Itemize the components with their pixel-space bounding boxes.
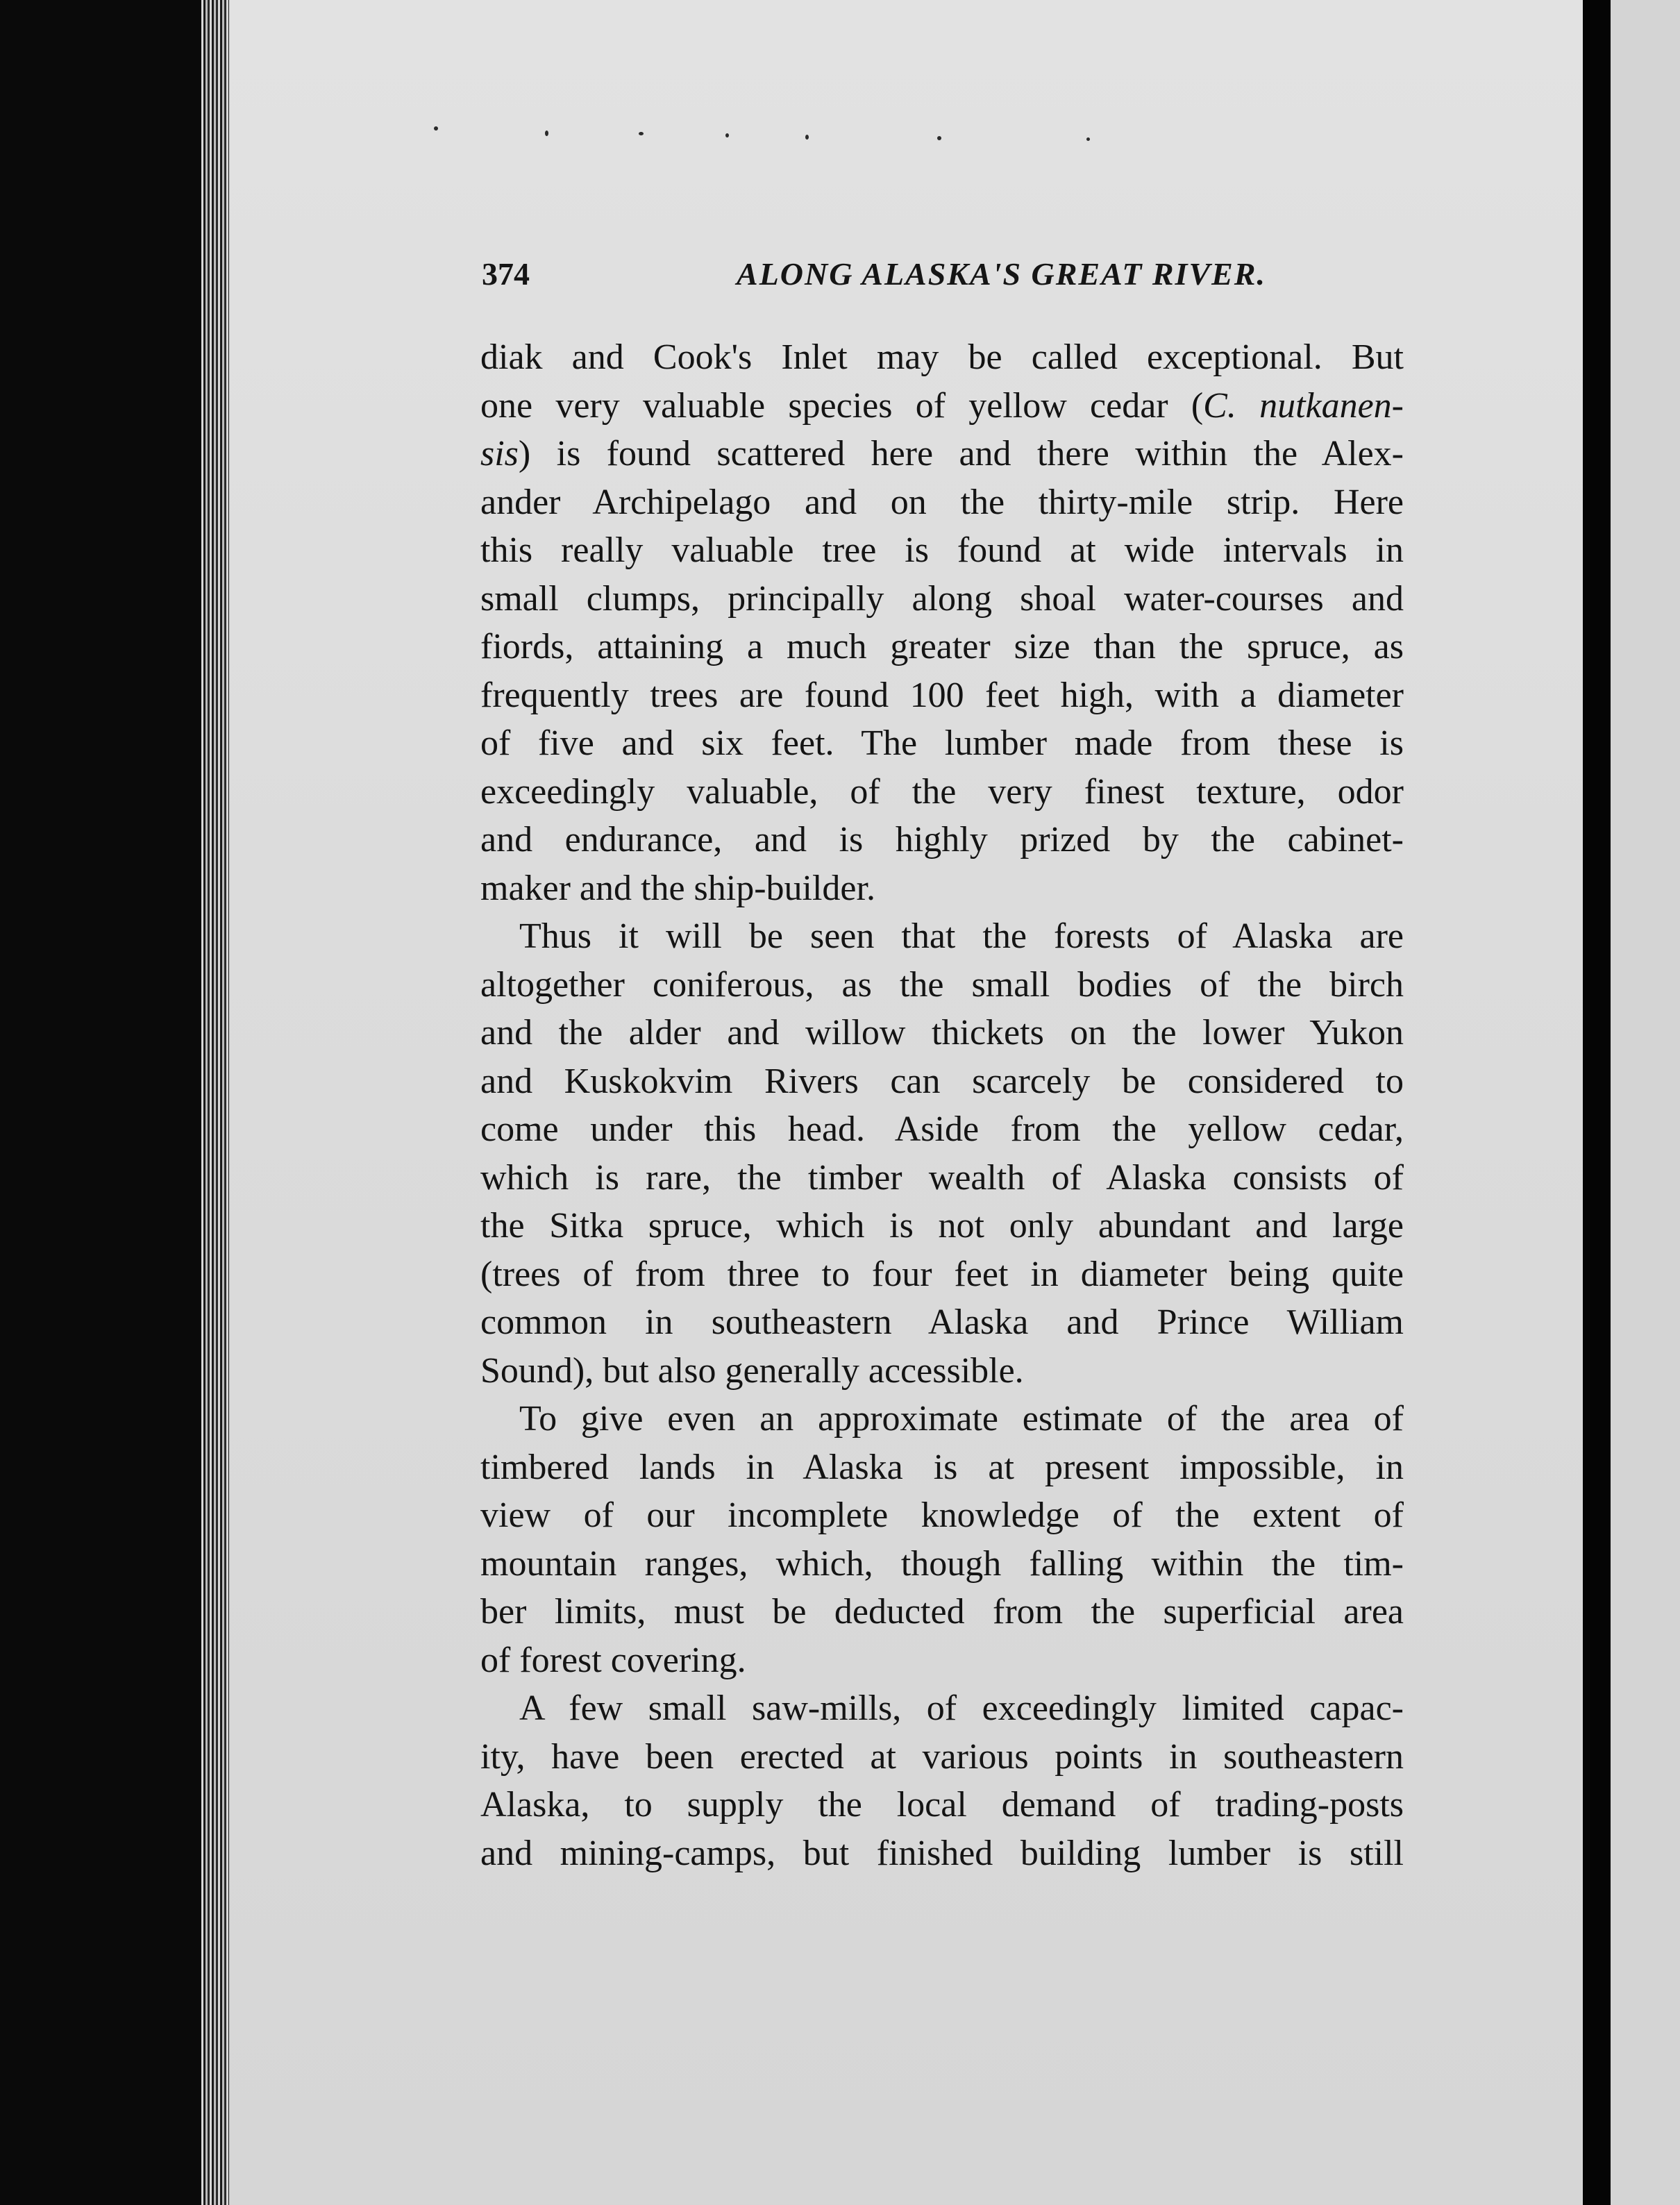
facing-page-edge bbox=[1611, 0, 1680, 2205]
text-line: frequently trees are found 100 feet high, with a diameter bbox=[480, 675, 1404, 715]
gutter-shadow bbox=[1583, 0, 1611, 2205]
paragraph bbox=[480, 333, 1404, 912]
text-line: exceedingly valuable, of the very finest texture, odor bbox=[480, 771, 1404, 812]
text-line: this really valuable tree is found at wide intervals in bbox=[480, 530, 1404, 570]
text-line: maker and the ship-builder. bbox=[480, 868, 875, 908]
text-line: of five and six feet. The lumber made from these is bbox=[480, 723, 1404, 763]
running-header bbox=[482, 255, 1266, 304]
text-line: A few small saw-mills, of exceedingly limited capac- bbox=[519, 1688, 1404, 1728]
text-line: altogether coniferous, as the small bodies of the birch bbox=[480, 964, 1404, 1005]
paragraph bbox=[480, 1684, 1404, 1877]
text-line: and the alder and willow thickets on the lower Yukon bbox=[480, 1013, 1404, 1053]
text-line: small clumps, principally along shoal water-courses and bbox=[480, 578, 1404, 619]
text-line: of forest covering. bbox=[480, 1640, 746, 1680]
text-line: one very valuable species of yellow cedar (C. nutkanen- bbox=[480, 385, 1404, 426]
text-line: common in southeastern Alaska and Prince William bbox=[480, 1302, 1404, 1342]
text-line: Alaska, to supply the local demand of trading-posts bbox=[480, 1785, 1404, 1825]
text-line: diak and Cook's Inlet may be called exceptional. But bbox=[480, 337, 1404, 377]
text-line: To give even an approximate estimate of the area of bbox=[519, 1399, 1404, 1439]
page-number: 374 bbox=[482, 256, 530, 292]
text-line: come under this head. Aside from the yellow cedar, bbox=[480, 1109, 1404, 1149]
text-line: fiords, attaining a much greater size than the spruce, as bbox=[480, 627, 1404, 666]
text-line: (trees of from three to four feet in diameter being quite bbox=[480, 1254, 1404, 1294]
text-line: and endurance, and is highly prized by the cabinet- bbox=[480, 820, 1404, 860]
text-line: mountain ranges, which, though falling within the tim- bbox=[480, 1543, 1404, 1584]
text-line: Sound), but also generally accessible. bbox=[480, 1350, 1024, 1391]
body-text bbox=[480, 333, 1404, 1877]
text-line: the Sitka spruce, which is not only abundant and large bbox=[480, 1206, 1404, 1246]
text-line: timbered lands in Alaska is at present impossible, in bbox=[480, 1447, 1404, 1487]
text-line: view of our incomplete knowledge of the extent of bbox=[480, 1495, 1404, 1535]
text-line: which is rare, the timber wealth of Alaska consists of bbox=[480, 1157, 1404, 1198]
text-line: ber limits, must be deducted from the superficial area bbox=[480, 1592, 1404, 1632]
running-title: ALONG ALASKA'S GREAT RIVER. bbox=[737, 256, 1266, 292]
text-line: Thus it will be seen that the forests of Alaska are bbox=[519, 916, 1404, 956]
paragraph bbox=[480, 912, 1404, 1395]
text-line: ity, have been erected at various points in southeastern bbox=[480, 1736, 1404, 1777]
paragraph bbox=[480, 1395, 1404, 1684]
text-line: and Kuskokvim Rivers can scarcely be considered to bbox=[480, 1061, 1404, 1101]
text-line: and mining-camps, but finished building lumber is still bbox=[480, 1833, 1404, 1873]
text-line: sis) is found scattered here and there within the Alex- bbox=[480, 434, 1404, 473]
text-line: ander Archipelago and on the thirty-mile strip. Here bbox=[480, 482, 1404, 522]
